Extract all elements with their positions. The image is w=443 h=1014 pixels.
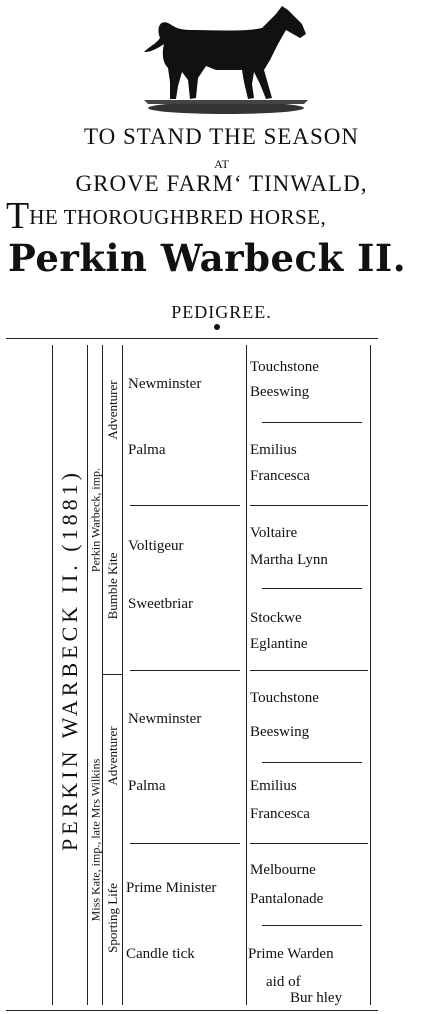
grandparent-name: Bumble Kite [105,552,120,620]
at-label: AT [214,157,229,171]
dam-name: Miss Kate, imp., late Mrs Wilkins [88,758,103,922]
bottom-rule [6,1010,378,1011]
divider [102,674,122,675]
top-rule [6,338,378,339]
ancestor-name: Prime Warden [248,946,334,962]
grandparent-name: Adventurer [105,380,120,440]
great-grandparent-name: Palma [128,442,166,458]
great-grandparent-name: Prime Minister [126,880,217,896]
divider [262,762,362,763]
ancestor-name: Martha Lynn [250,552,328,568]
bullet-dot [214,324,220,330]
divider [262,422,362,423]
grandparent-name: Adventurer [105,726,120,786]
column-rule [122,345,123,1005]
great-grandparent-name: Palma [128,778,166,794]
divider [250,505,368,506]
pedigree-heading: PEDIGREE. [171,302,272,322]
ancestor-name: Emilius [250,778,297,794]
column-rule [246,345,247,1005]
great-grandparent-name: Voltigeur [128,538,184,554]
thoroughbred-heading [6,197,326,235]
ancestor-name: Francesca [250,468,310,484]
drop-cap: T [6,195,30,237]
great-grandparent-name: Candle tick [126,946,195,962]
ancestor-name: Stockwe [250,610,302,626]
horse-silhouette-icon [136,4,316,116]
ancestor-name: Eglantine [250,636,308,652]
season-heading: TO STAND THE SEASON [83,124,360,149]
great-grandparent-name: Newminster [128,376,202,392]
sire-name: Perkin Warbeck, imp. [88,467,103,573]
ancestor-name: Pantalonade [250,891,324,907]
ancestor-name: Touchstone [250,359,319,375]
divider [130,843,240,844]
great-grandparent-name: Newminster [128,711,202,727]
column-rule [52,345,53,1005]
ancestor-name: Emilius [250,442,297,458]
divider [250,843,368,844]
divider [130,670,240,671]
ancestor-name: Beeswing [250,384,310,400]
ancestor-name: Francesca [250,806,310,822]
thoroughbred-text: HE THOROUGHBRED HORSE, [29,205,327,229]
location-heading: GROVE FARM‘ TINWALD, [75,171,368,196]
divider [262,925,362,926]
ancestor-name: Melbourne [250,862,316,878]
great-grandparent-name: Sweetbriar [128,596,193,612]
divider [130,505,240,506]
horse-name-title: Perkin Warbeck II. [8,236,407,280]
ancestor-name: Touchstone [250,690,319,706]
ancestor-name: Beeswing [250,724,310,740]
column-rule [370,345,371,1005]
ancestor-name: Voltaire [250,525,298,541]
subject-name: PERKIN WARBECK II. (1881) [57,469,82,851]
ancestor-name: Bur hley [290,990,343,1006]
grandparent-name: Sporting Life [105,883,120,953]
ancestor-name: aid of [266,974,301,990]
divider [262,588,362,589]
divider [250,670,368,671]
